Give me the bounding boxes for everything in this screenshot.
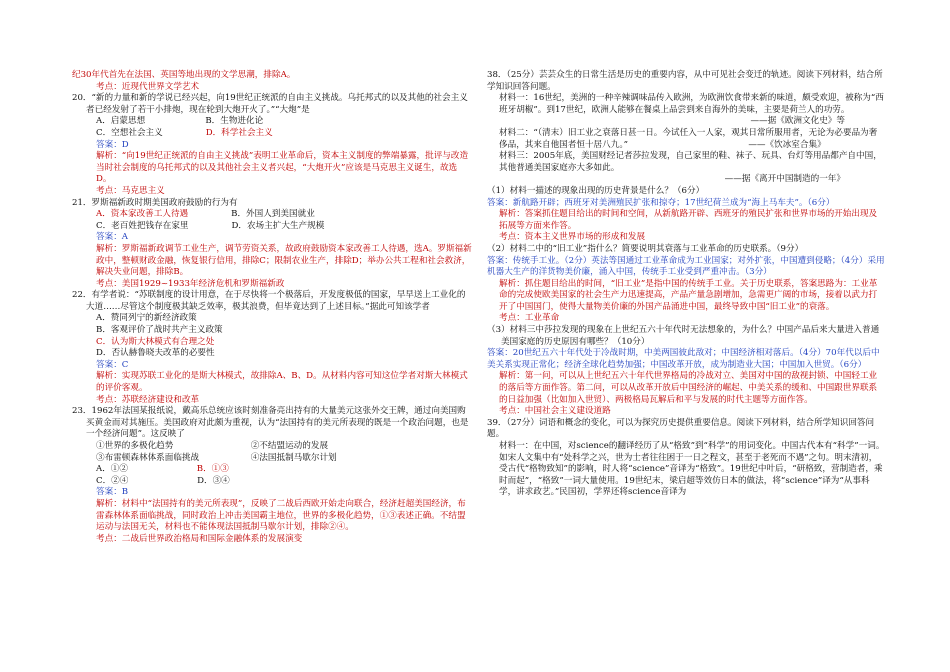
left-line: 解析：罗斯福新政调节工业生产，调节劳资关系，故政府鼓励资本家改善工人待遇，选A。罗斯福新政中，整顿财政金融，恢复银行信用，排除C；限制农业生产，排除D；举办公共工程和社会救济，解决失业问题，排除B。 bbox=[96, 243, 472, 278]
left-line bbox=[72, 464, 472, 476]
right-line: 考点：中国社会主义建设道路 bbox=[499, 406, 611, 417]
left-line: 答案：D bbox=[96, 139, 129, 150]
right-line: 考点：工业革命 bbox=[499, 313, 560, 324]
left-line: B．客观评价了战时共产主义政策 bbox=[96, 325, 223, 336]
line-segment: A．①② bbox=[96, 464, 197, 475]
line-segment: C．空想社会主义 bbox=[96, 127, 206, 138]
left-line: 解析：实现苏联工业化的是斯大林模式，故排除A、B、D。从材料内容可知这位学者对斯大林模式的评价客观。 bbox=[96, 371, 468, 394]
right-line: 解析：第一问，可以从上世纪五六十年代世界格局的冷战对立、美国对中国的敌视封锁、中国轻工业的落后等方面作答。第二问，可以从改革开放后中国经济的崛起、中美关系的缓和、中国跟世界联系的日益加强（比如加入世贸）、两极格局瓦解后和平与发展的时代主题等方面作答。 bbox=[499, 371, 878, 405]
right-line: 39．（27分）词语和概念的变化，可以为探究历史提供重要信息。阅读下列材料，结合所学知识回答问题。 bbox=[487, 417, 875, 440]
left-line: 答案：A bbox=[96, 232, 128, 243]
left-line: C．②④ D．③④ bbox=[96, 475, 230, 486]
line-segment: B．外国人到美国就业 bbox=[231, 209, 315, 220]
left-line: 解析：材料中“法国持有的美元所表现”，反映了二战后西欧开始走向联合，经济赶超美国经济，布雷森林体系面临挑战，同时政治上冲击美国霸主地位，世界的多极化趋势，①③表述正确。不结盟运动与法国无关，材料也不能体现法国抵制马歇尔计划，排除②④。 bbox=[96, 498, 466, 533]
left-line: A．启蒙思想 B．生物进化论 bbox=[96, 116, 264, 127]
right-line: 解析：抓住题目给出的时间，“旧工业”是指中国的传统手工业。关于历史联系，答案思路为：工业革命的完成使欧美国家的社会生产力迅速提高，产品产量急剧增加，急需更广阔的市场，接着以武力打开了中国国门，使得大量物美价廉的外国产品涌进中国，最终导致中国“旧工业”的衰落。 bbox=[499, 278, 878, 312]
left-line: 解析：“向19世纪正统派的自由主义挑战”表明工业革命后，资本主义制度的弊端暴露，批评与改造当时社会制度的乌托邦式的以及其他社会主义者兴起，“大炮开火”应该是马克思主义诞生，故选D。 bbox=[96, 151, 469, 185]
left-line bbox=[72, 209, 472, 221]
left-line: ③布雷顿森林体系面临挑战 ④法国抵制马歇尔计划 bbox=[96, 452, 337, 463]
right-line: ——据《离开中国制造的一年》 bbox=[724, 174, 845, 185]
left-line: 考点：苏联经济建设和改革 bbox=[96, 394, 200, 405]
right-line: 答案：传统手工业。（2分）英法等国通过工业革命成为工业国家；对外扩张，中国遭到侵略；（4分）采用机器大生产的洋货物美价廉，涌入中国，传统手工业受到严重冲击。（3分） bbox=[487, 255, 885, 278]
left-line: C．认为斯大林模式有合理之处 bbox=[96, 336, 215, 347]
right-line: 材料三：2005年底，美国财经记者莎拉发现，自己家里的鞋、袜子、玩具、台灯等用品都产自中国，其他普通美国家庭亦大多如此。 bbox=[499, 151, 882, 173]
left-line: ①世界的多极化趋势 ②不结盟运动的发展 bbox=[96, 441, 329, 451]
left-line: 纪30年代首先在法国、英国等地出现的文学思潮，排除A。 bbox=[72, 70, 296, 80]
left-line: 21．罗斯福新政时期美国政府鼓励的行为有 bbox=[72, 197, 238, 208]
left-line: 20．“新的力量和新的学说已经兴起，向19世纪正统派的自由主义挑战。乌托邦式的以及其他的社会主义者已经发射了若干小排炮，现在轮到大炮开火了。”“大炮”是 bbox=[72, 93, 468, 115]
right-line: （3）材料三中莎拉发现的现象在上世纪五六十年代时无法想象的，为什么？中国产品后来大量进入普通美国家庭的历史原因有哪些？（10分） bbox=[487, 325, 880, 347]
line-segment: A．资本家改善工人待遇 bbox=[96, 209, 232, 220]
left-line: C．老百姓把钱存在家里 D．农场主扩大生产规模 bbox=[96, 220, 325, 231]
left-column bbox=[72, 70, 472, 545]
right-line: 考点：资本主义世界市场的形成和发展 bbox=[499, 232, 646, 243]
left-line: D．否认赫鲁晓夫改革的必要性 bbox=[96, 348, 215, 359]
right-line: （2）材料二中的“旧工业”指什么？简要说明其衰落与工业革命的历史联系。（9分） bbox=[487, 243, 804, 254]
line-segment: B．①③ bbox=[196, 464, 229, 475]
right-line: （1）材料一描述的现象出现的历史背景是什么？（6分） bbox=[487, 185, 705, 196]
left-line: 考点：近现代世界文学艺术 bbox=[96, 81, 200, 92]
left-line bbox=[72, 128, 472, 140]
left-line: 22．有学者说：“苏联制度的设计用意，在于尽快将一个极落后，开发度极低的国家，早早送上工业化的大道……尽管这个制度极其缺乏效率，极其浪费，但毕竟达到了上述目标。”据此可知该学者 bbox=[72, 290, 466, 312]
left-line: 考点：美国1929~1933年经济危机和罗斯福新政 bbox=[96, 278, 285, 289]
right-line: 答案：20世纪五六十年代处于冷战时期，中美两国彼此敌对；中国经济相对落后。（4分）70年代以后中美关系实现正常化；经济全球化趋势加强；中国改革开放，成为制造业大国；中国加入世贸。（6分） bbox=[487, 348, 880, 370]
right-line: 38．（25分）芸芸众生的日常生活是历史的重要内容，从中可见社会变迁的轨迹。阅读下列材料，结合所学知识回答问题。 bbox=[487, 70, 883, 92]
right-line: 材料一：16世纪，美洲的一种辛辣调味品传入欧洲，为欧洲饮食带来新的味道，颇受欢迎，被称为“西班牙胡椒”。到17世纪，欧洲人能够在餐桌上品尝到来自海外的美味，主要是荷兰人的功劳。 bbox=[499, 93, 884, 115]
right-line: 材料二：“（清末）旧工业之衰落日甚一日。今试任入一人家，观其日常所服用者，无论为必要品为奢侈品，其来自他国者恒十居八九。” ——《饮冰室合集》 bbox=[499, 127, 878, 150]
left-line: 考点：马克思主义 bbox=[96, 185, 165, 196]
right-column bbox=[487, 70, 885, 499]
left-line: A．赞同列宁的新经济政策 bbox=[96, 313, 197, 324]
right-line: 材料一：在中国，对science的翻译经历了从“格致”到“科学”的用词变化。中国古代本有“科学”一词。如宋人文集中有“处科学之兴，世为士者往往困于一日之程文，甚至于老死而不遇”之句。明末清初，受古代“格物致知”的影响，时人将“science”音译为“格致”。19世纪中叶后，“研格致，营制造者，乘时而起”，“格致”一词大量使用。19世纪末，梁启超等效仿日本的做法，将“science”译为“从事科学，讲求政艺。”民国初，学界还将science音译为 bbox=[499, 441, 885, 498]
right-line: ——据《欧洲文化史》等 bbox=[750, 116, 845, 127]
left-line: 答案：C bbox=[96, 359, 129, 370]
right-line: 答案：新航路开辟；西班牙对美洲殖民扩张和掠夺；17世纪荷兰成为“海上马车夫”。（6分） bbox=[487, 197, 835, 208]
left-line: 23．1962年法国某报纸说，戴高乐总统应该时刻准备亮出持有的大量美元这张外交王牌，通过向美国购买黄金而对其施压。美国政府对此颇为重视，认为“法国持有的美元所表现的既是一个政治问题，也是一个经济问题”。这反映了 bbox=[72, 406, 469, 440]
right-line: 解析：答案抓住题目给出的时间和空间，从新航路开辟、西班牙的殖民扩张和世界市场的开始出现及拓展等方面来作答。 bbox=[499, 209, 878, 231]
left-line: 考点：二战后世界政治格局和国际金融体系的发展演变 bbox=[96, 533, 303, 544]
line-segment: D．科学社会主义 bbox=[205, 127, 273, 138]
left-line: 答案：B bbox=[96, 487, 129, 498]
